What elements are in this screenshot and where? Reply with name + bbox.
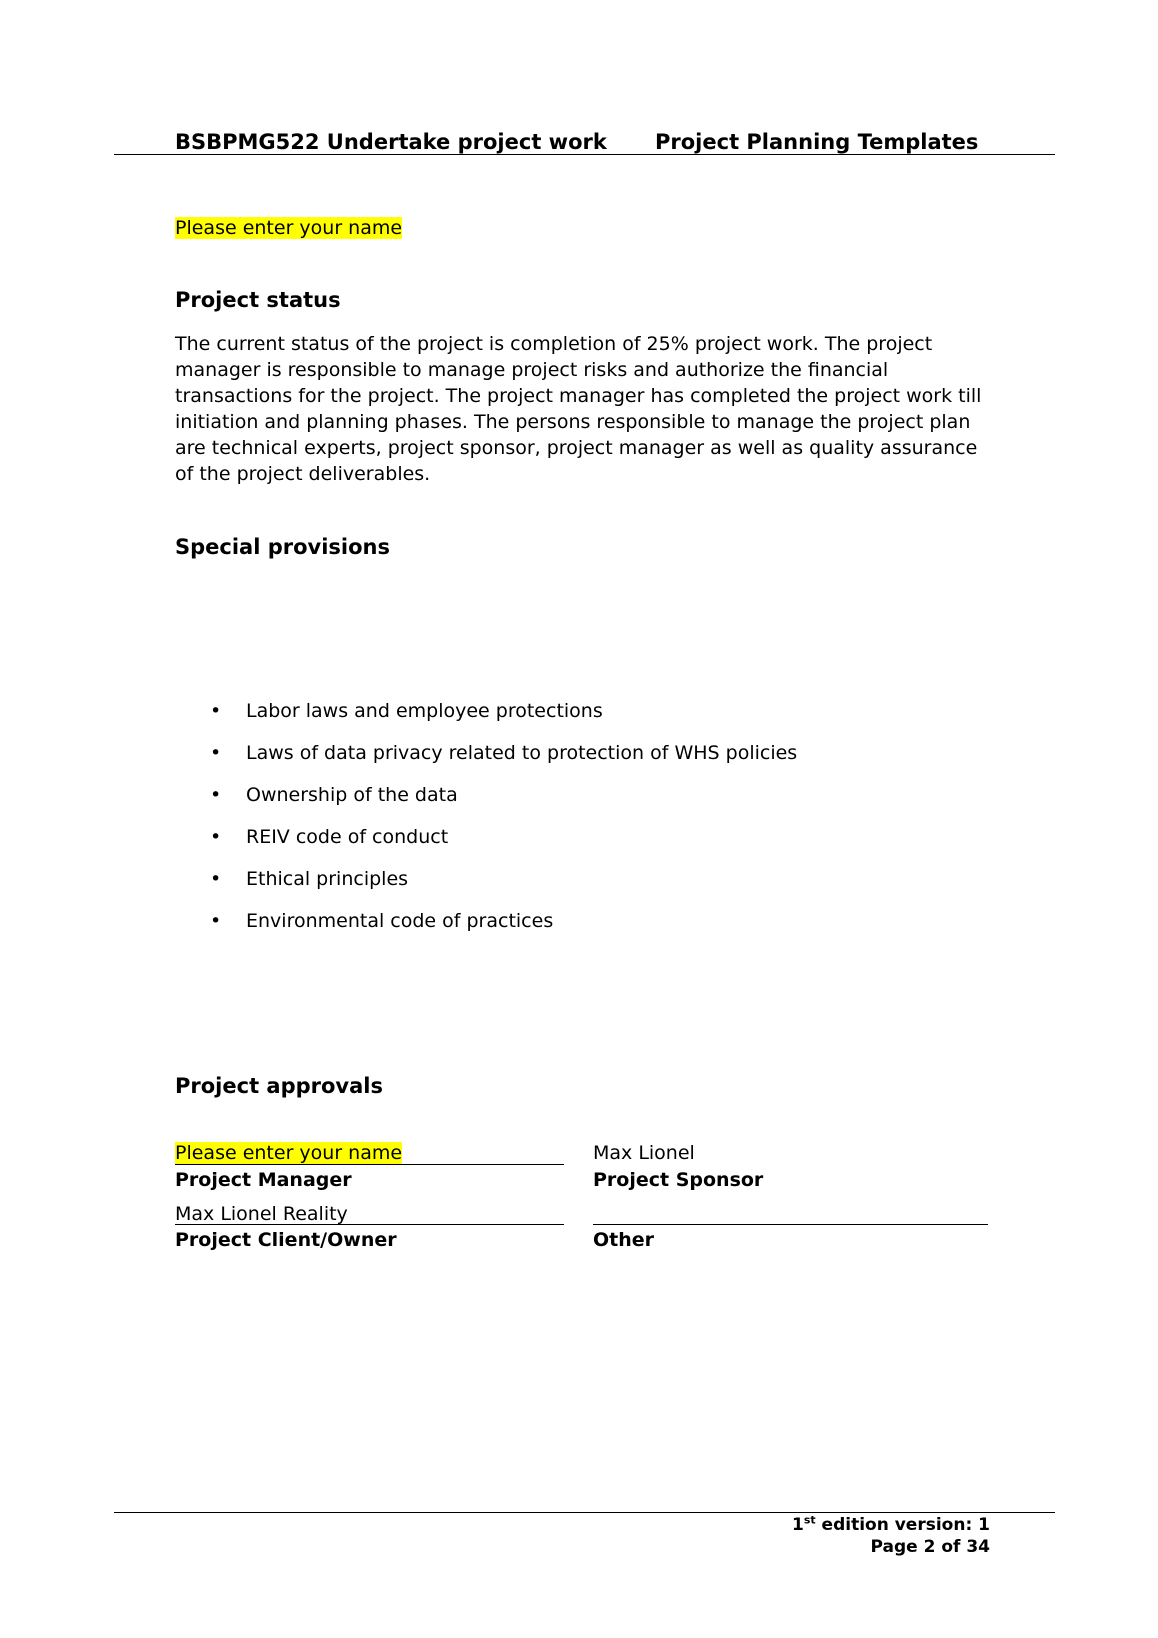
project-manager-name: Please enter your name (175, 1142, 403, 1164)
project-manager-label: Project Manager (175, 1169, 352, 1191)
list-item-text: Labor laws and employee protections (246, 700, 603, 722)
project-manager-signature-line (175, 1164, 564, 1165)
special-provisions-heading: Special provisions (175, 535, 391, 559)
project-manager-signature-field[interactable] (175, 1141, 402, 1165)
list-item-text: REIV code of conduct (246, 826, 449, 848)
client-owner-signature-line (175, 1224, 564, 1225)
bullet-icon: • (210, 784, 222, 806)
bullet-icon: • (210, 910, 222, 932)
other-signature-line[interactable] (593, 1224, 988, 1225)
header-document-title: Project Planning Templates (655, 130, 979, 154)
edition-version: edition version: 1 (815, 1515, 990, 1535)
header-divider (114, 154, 1055, 155)
project-status-paragraph: The current status of the project is completion of 25% project work. The project manager is responsible to manage project risks and authorize the financial transactions for the project. The project manager has completed the project work till initiation and planning phases. The persons responsible to manage the project plan are technical experts, project sponsor, project manager as well as quality assurance of the project deliverables. (175, 333, 982, 485)
name-placeholder-text: Please enter your name (175, 217, 403, 239)
list-item-text: Environmental code of practices (246, 910, 554, 932)
project-status-heading: Project status (175, 288, 341, 312)
edition-ordinal-suffix: st (803, 1513, 816, 1527)
bullet-icon: • (210, 868, 222, 890)
bullet-icon: • (210, 826, 222, 848)
other-label: Other (593, 1229, 655, 1251)
list-item-text: Laws of data privacy related to protection of WHS policies (246, 742, 798, 764)
client-owner-label: Project Client/Owner (175, 1229, 397, 1251)
project-sponsor-label: Project Sponsor (593, 1169, 764, 1191)
bullet-icon: • (210, 700, 222, 722)
project-sponsor-name[interactable]: Max Lionel (593, 1142, 695, 1164)
name-placeholder-field[interactable] (175, 216, 402, 240)
list-item-text: Ownership of the data (246, 784, 458, 806)
project-approvals-heading: Project approvals (175, 1074, 383, 1098)
footer-edition (792, 1514, 990, 1536)
client-owner-name[interactable]: Max Lionel Reality (175, 1203, 348, 1225)
bullet-icon: • (210, 742, 222, 764)
edition-ordinal: 1 (791, 1515, 804, 1535)
list-item-text: Ethical principles (246, 868, 409, 890)
footer-page-number: Page 2 of 34 (870, 1537, 990, 1557)
footer-divider (114, 1512, 1055, 1513)
header-unit-title: BSBPMG522 Undertake project work (175, 130, 607, 154)
